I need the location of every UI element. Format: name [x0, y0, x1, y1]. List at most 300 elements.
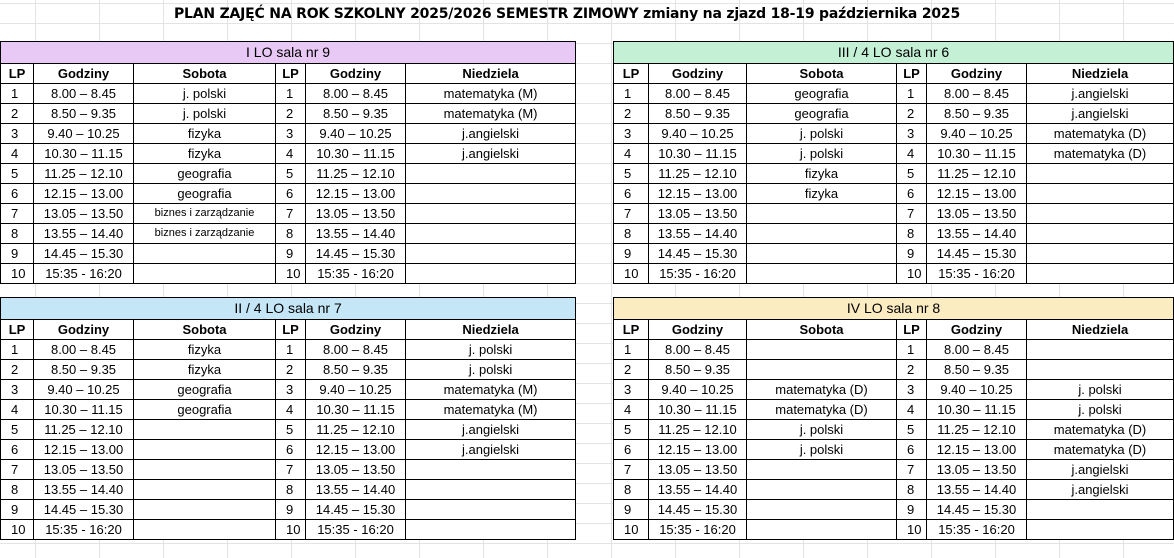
saturday-subject [134, 244, 276, 264]
table-row [1, 440, 576, 460]
schedule-block-3lo [613, 41, 1174, 284]
lesson-number: 7 [614, 460, 649, 480]
lesson-number: 1 [1, 84, 34, 104]
sunday-subject [1027, 264, 1174, 284]
saturday-header: Sobota [134, 64, 276, 84]
lesson-hours: 8.00 – 8.45 [34, 84, 134, 104]
saturday-subject: fizyka [134, 340, 276, 360]
lesson-number: 6 [276, 440, 306, 460]
saturday-subject: fizyka [134, 124, 276, 144]
lp-header: LP [897, 320, 927, 340]
lesson-number: 2 [1, 104, 34, 124]
lesson-number: 3 [897, 124, 927, 144]
lesson-number: 9 [1, 244, 34, 264]
table-row [614, 360, 1174, 380]
table-row [614, 244, 1174, 264]
lesson-hours: 13.55 – 14.40 [649, 480, 747, 500]
lesson-hours: 13.05 – 13.50 [649, 204, 747, 224]
lesson-hours: 13.55 – 14.40 [34, 480, 134, 500]
lesson-number: 7 [897, 204, 927, 224]
lp-header: LP [276, 64, 306, 84]
lesson-number: 4 [276, 400, 306, 420]
sunday-header: Niedziela [406, 64, 576, 84]
lesson-hours: 15:35 - 16:20 [34, 520, 134, 540]
lesson-hours: 8.00 – 8.45 [34, 340, 134, 360]
saturday-subject: geografia [134, 400, 276, 420]
lesson-number: 5 [1, 420, 34, 440]
lesson-hours: 8.00 – 8.45 [927, 84, 1027, 104]
hours-header: Godziny [306, 320, 406, 340]
lesson-hours: 15:35 - 16:20 [927, 520, 1027, 540]
lesson-number: 8 [1, 224, 34, 244]
lesson-hours: 9.40 – 10.25 [34, 124, 134, 144]
lesson-number: 10 [897, 520, 927, 540]
schedule-table [613, 297, 1174, 540]
sunday-subject: j.angielski [1027, 480, 1174, 500]
lesson-number: 2 [897, 104, 927, 124]
lp-header: LP [897, 64, 927, 84]
sunday-subject [406, 500, 576, 520]
lesson-hours: 12.15 – 13.00 [34, 184, 134, 204]
sunday-subject: j. polski [1027, 380, 1174, 400]
sunday-subject [406, 184, 576, 204]
lesson-number: 7 [276, 460, 306, 480]
lesson-hours: 9.40 – 10.25 [649, 380, 747, 400]
lesson-hours: 12.15 – 13.00 [927, 440, 1027, 460]
class-header: I LO sala nr 9 [1, 42, 576, 64]
lesson-number: 5 [276, 164, 306, 184]
saturday-subject [747, 340, 897, 360]
table-row [1, 480, 576, 500]
lesson-number: 8 [897, 480, 927, 500]
table-row [1, 360, 576, 380]
lesson-hours: 10.30 – 11.15 [306, 400, 406, 420]
lesson-number: 3 [276, 124, 306, 144]
lp-header: LP [276, 320, 306, 340]
lesson-number: 10 [276, 264, 306, 284]
table-row [614, 224, 1174, 244]
saturday-header: Sobota [134, 320, 276, 340]
table-row [614, 264, 1174, 284]
sunday-subject: matematyka (M) [406, 400, 576, 420]
sunday-subject [406, 480, 576, 500]
lesson-hours: 15:35 - 16:20 [306, 520, 406, 540]
table-row [1, 184, 576, 204]
lesson-hours: 14.45 – 15.30 [34, 500, 134, 520]
table-row [614, 84, 1174, 104]
saturday-subject: geografia [747, 104, 897, 124]
sunday-subject: j. polski [1027, 400, 1174, 420]
lesson-number: 10 [897, 264, 927, 284]
sunday-subject: matematyka (M) [406, 380, 576, 400]
sunday-subject: matematyka (D) [1027, 144, 1174, 164]
lesson-hours: 11.25 – 12.10 [306, 164, 406, 184]
lesson-number: 2 [614, 104, 649, 124]
lesson-hours: 8.50 – 9.35 [34, 104, 134, 124]
lesson-number: 10 [1, 520, 34, 540]
lesson-number: 6 [614, 440, 649, 460]
saturday-subject [134, 440, 276, 460]
lesson-number: 9 [276, 244, 306, 264]
sunday-subject [1027, 164, 1174, 184]
lesson-hours: 14.45 – 15.30 [649, 500, 747, 520]
table-row [614, 500, 1174, 520]
sunday-subject: j. polski [406, 340, 576, 360]
lesson-number: 4 [276, 144, 306, 164]
lesson-number: 8 [897, 224, 927, 244]
lesson-hours: 11.25 – 12.10 [649, 164, 747, 184]
table-row [1, 460, 576, 480]
schedule-table [0, 297, 576, 540]
lesson-number: 4 [1, 400, 34, 420]
sunday-subject: j.angielski [406, 420, 576, 440]
lesson-number: 4 [897, 400, 927, 420]
lesson-hours: 9.40 – 10.25 [927, 124, 1027, 144]
sunday-subject: matematyka (D) [1027, 124, 1174, 144]
table-row [1, 264, 576, 284]
lesson-hours: 9.40 – 10.25 [34, 380, 134, 400]
saturday-subject [747, 520, 897, 540]
lesson-number: 4 [897, 144, 927, 164]
lesson-hours: 13.55 – 14.40 [306, 480, 406, 500]
lesson-number: 10 [614, 520, 649, 540]
lesson-number: 3 [897, 380, 927, 400]
lesson-number: 10 [614, 264, 649, 284]
saturday-subject: j. polski [747, 440, 897, 460]
lesson-number: 3 [1, 124, 34, 144]
lesson-hours: 13.55 – 14.40 [34, 224, 134, 244]
saturday-subject: fizyka [134, 144, 276, 164]
lesson-number: 8 [276, 224, 306, 244]
lesson-number: 7 [897, 460, 927, 480]
lesson-number: 8 [614, 224, 649, 244]
lesson-number: 1 [897, 340, 927, 360]
lesson-hours: 13.55 – 14.40 [649, 224, 747, 244]
saturday-subject: biznes i zarządzanie [134, 224, 276, 244]
sunday-header: Niedziela [1027, 320, 1174, 340]
table-row [1, 420, 576, 440]
lesson-hours: 8.50 – 9.35 [306, 104, 406, 124]
hours-header: Godziny [927, 320, 1027, 340]
lesson-hours: 14.45 – 15.30 [34, 244, 134, 264]
table-row [1, 124, 576, 144]
lesson-hours: 12.15 – 13.00 [649, 184, 747, 204]
sunday-subject [406, 520, 576, 540]
lesson-hours: 10.30 – 11.15 [649, 144, 747, 164]
schedule-block-4lo [613, 297, 1174, 540]
sunday-subject [1027, 224, 1174, 244]
saturday-subject [747, 204, 897, 224]
lesson-hours: 8.50 – 9.35 [306, 360, 406, 380]
table-row [614, 480, 1174, 500]
lp-header: LP [614, 320, 649, 340]
saturday-subject: geografia [134, 164, 276, 184]
lesson-hours: 9.40 – 10.25 [927, 380, 1027, 400]
hours-header: Godziny [34, 320, 134, 340]
lesson-hours: 8.50 – 9.35 [927, 104, 1027, 124]
saturday-subject: j. polski [134, 84, 276, 104]
lesson-hours: 13.05 – 13.50 [306, 204, 406, 224]
lesson-number: 4 [1, 144, 34, 164]
saturday-subject [747, 480, 897, 500]
lesson-hours: 10.30 – 11.15 [927, 400, 1027, 420]
class-header: IV LO sala nr 8 [614, 298, 1174, 320]
saturday-subject [134, 264, 276, 284]
lesson-number: 5 [276, 420, 306, 440]
schedule-table [0, 41, 576, 284]
lesson-hours: 8.50 – 9.35 [649, 104, 747, 124]
lesson-hours: 10.30 – 11.15 [306, 144, 406, 164]
lesson-number: 9 [1, 500, 34, 520]
lesson-hours: 14.45 – 15.30 [306, 244, 406, 264]
lesson-number: 2 [1, 360, 34, 380]
lesson-number: 6 [897, 184, 927, 204]
table-row [614, 380, 1174, 400]
saturday-subject: j. polski [747, 144, 897, 164]
lesson-hours: 8.00 – 8.45 [306, 84, 406, 104]
sunday-subject: j. polski [406, 360, 576, 380]
saturday-subject: j. polski [747, 124, 897, 144]
page-title: PLAN ZAJĘĆ NA ROK SZKOLNY 2025/2026 SEMESTR ZIMOWY zmiany na zjazd 18-19 października 2025 [173, 6, 961, 22]
lesson-number: 5 [897, 164, 927, 184]
saturday-subject: geografia [134, 380, 276, 400]
table-row [1, 204, 576, 224]
sunday-subject: matematyka (M) [406, 84, 576, 104]
lesson-number: 5 [897, 420, 927, 440]
table-row [1, 164, 576, 184]
sunday-subject: matematyka (D) [1027, 440, 1174, 460]
lesson-hours: 15:35 - 16:20 [927, 264, 1027, 284]
sunday-subject [406, 264, 576, 284]
sunday-subject: matematyka (M) [406, 104, 576, 124]
saturday-subject: j. polski [747, 420, 897, 440]
lesson-hours: 11.25 – 12.10 [649, 420, 747, 440]
sunday-subject: matematyka (D) [1027, 420, 1174, 440]
class-header: III / 4 LO sala nr 6 [614, 42, 1174, 64]
lesson-hours: 13.05 – 13.50 [649, 460, 747, 480]
lesson-number: 9 [897, 244, 927, 264]
sunday-subject [1027, 204, 1174, 224]
lesson-number: 6 [1, 440, 34, 460]
saturday-subject: geografia [134, 184, 276, 204]
lesson-number: 2 [614, 360, 649, 380]
lesson-number: 2 [897, 360, 927, 380]
lesson-hours: 13.55 – 14.40 [306, 224, 406, 244]
sunday-subject [406, 224, 576, 244]
schedule-table [613, 41, 1174, 284]
saturday-subject: biznes i zarządzanie [134, 204, 276, 224]
lesson-number: 7 [1, 460, 34, 480]
saturday-subject: matematyka (D) [747, 380, 897, 400]
lesson-number: 8 [1, 480, 34, 500]
table-row [614, 104, 1174, 124]
lesson-hours: 13.05 – 13.50 [34, 204, 134, 224]
lesson-number: 6 [897, 440, 927, 460]
lesson-hours: 14.45 – 15.30 [927, 244, 1027, 264]
table-row [614, 144, 1174, 164]
lesson-number: 3 [614, 380, 649, 400]
lesson-hours: 8.50 – 9.35 [34, 360, 134, 380]
lesson-number: 5 [614, 420, 649, 440]
hours-header: Godziny [306, 64, 406, 84]
class-header: II / 4 LO sala nr 7 [1, 298, 576, 320]
lesson-number: 6 [1, 184, 34, 204]
lesson-hours: 13.05 – 13.50 [34, 460, 134, 480]
lesson-hours: 10.30 – 11.15 [927, 144, 1027, 164]
sunday-subject [1027, 500, 1174, 520]
lesson-hours: 14.45 – 15.30 [927, 500, 1027, 520]
saturday-subject [747, 460, 897, 480]
sunday-subject [1027, 184, 1174, 204]
lesson-hours: 13.05 – 13.50 [927, 204, 1027, 224]
hours-header: Godziny [649, 64, 747, 84]
lesson-hours: 8.00 – 8.45 [649, 84, 747, 104]
lesson-hours: 9.40 – 10.25 [306, 124, 406, 144]
lesson-number: 9 [276, 500, 306, 520]
table-row [1, 380, 576, 400]
lesson-number: 9 [614, 500, 649, 520]
lesson-number: 6 [276, 184, 306, 204]
table-row [614, 204, 1174, 224]
lesson-hours: 9.40 – 10.25 [649, 124, 747, 144]
sunday-subject [1027, 520, 1174, 540]
lesson-hours: 12.15 – 13.00 [306, 440, 406, 460]
lesson-number: 3 [276, 380, 306, 400]
saturday-subject: geografia [747, 84, 897, 104]
sunday-subject: j.angielski [406, 440, 576, 460]
saturday-header: Sobota [747, 320, 897, 340]
lesson-number: 9 [897, 500, 927, 520]
lesson-number: 8 [276, 480, 306, 500]
lesson-hours: 15:35 - 16:20 [34, 264, 134, 284]
saturday-subject: fizyka [747, 164, 897, 184]
lesson-number: 7 [1, 204, 34, 224]
lp-header: LP [1, 64, 34, 84]
saturday-subject [747, 500, 897, 520]
lesson-number: 5 [614, 164, 649, 184]
lesson-number: 6 [614, 184, 649, 204]
sunday-header: Niedziela [1027, 64, 1174, 84]
lesson-number: 4 [614, 400, 649, 420]
table-row [614, 124, 1174, 144]
sunday-subject: j.angielski [1027, 104, 1174, 124]
lesson-number: 1 [614, 84, 649, 104]
table-row [1, 224, 576, 244]
table-row [1, 144, 576, 164]
lesson-hours: 8.50 – 9.35 [927, 360, 1027, 380]
lesson-number: 4 [614, 144, 649, 164]
sunday-subject [406, 244, 576, 264]
lesson-hours: 14.45 – 15.30 [306, 500, 406, 520]
lp-header: LP [1, 320, 34, 340]
lesson-hours: 11.25 – 12.10 [34, 164, 134, 184]
lesson-hours: 11.25 – 12.10 [927, 420, 1027, 440]
lesson-hours: 13.05 – 13.50 [306, 460, 406, 480]
sunday-subject: j.angielski [1027, 460, 1174, 480]
schedule-block-1lo [0, 41, 576, 284]
lesson-hours: 11.25 – 12.10 [927, 164, 1027, 184]
lesson-number: 9 [614, 244, 649, 264]
lesson-hours: 13.55 – 14.40 [927, 224, 1027, 244]
lp-header: LP [614, 64, 649, 84]
lesson-number: 2 [276, 104, 306, 124]
table-row [1, 84, 576, 104]
sunday-subject [1027, 244, 1174, 264]
lesson-hours: 11.25 – 12.10 [306, 420, 406, 440]
lesson-hours: 12.15 – 13.00 [306, 184, 406, 204]
sunday-subject: j.angielski [1027, 84, 1174, 104]
saturday-subject [134, 420, 276, 440]
table-row [1, 500, 576, 520]
lesson-number: 7 [276, 204, 306, 224]
hours-header: Godziny [649, 320, 747, 340]
lesson-number: 3 [614, 124, 649, 144]
table-row [614, 400, 1174, 420]
table-row [1, 104, 576, 124]
lesson-number: 1 [897, 84, 927, 104]
saturday-subject [134, 480, 276, 500]
table-row [614, 164, 1174, 184]
lesson-hours: 10.30 – 11.15 [34, 144, 134, 164]
lesson-number: 8 [614, 480, 649, 500]
hours-header: Godziny [34, 64, 134, 84]
lesson-number: 2 [276, 360, 306, 380]
lesson-hours: 10.30 – 11.15 [649, 400, 747, 420]
sunday-subject [406, 164, 576, 184]
lesson-number: 10 [276, 520, 306, 540]
saturday-subject [747, 244, 897, 264]
sunday-subject [406, 460, 576, 480]
saturday-subject: j. polski [134, 104, 276, 124]
sunday-subject [406, 204, 576, 224]
saturday-subject: fizyka [134, 360, 276, 380]
lesson-hours: 12.15 – 13.00 [927, 184, 1027, 204]
lesson-hours: 11.25 – 12.10 [34, 420, 134, 440]
lesson-hours: 8.00 – 8.45 [649, 340, 747, 360]
sunday-subject [1027, 340, 1174, 360]
saturday-subject: fizyka [747, 184, 897, 204]
lesson-number: 1 [614, 340, 649, 360]
lesson-number: 1 [1, 340, 34, 360]
lesson-hours: 8.00 – 8.45 [927, 340, 1027, 360]
saturday-subject [134, 500, 276, 520]
table-row [1, 400, 576, 420]
sunday-subject: j.angielski [406, 124, 576, 144]
lesson-hours: 15:35 - 16:20 [306, 264, 406, 284]
table-row [614, 184, 1174, 204]
sunday-header: Niedziela [406, 320, 576, 340]
lesson-hours: 9.40 – 10.25 [306, 380, 406, 400]
table-row [614, 520, 1174, 540]
table-row [614, 440, 1174, 460]
lesson-hours: 8.00 – 8.45 [306, 340, 406, 360]
table-row [1, 340, 576, 360]
table-row [614, 460, 1174, 480]
lesson-hours: 8.50 – 9.35 [649, 360, 747, 380]
sunday-subject: j.angielski [406, 144, 576, 164]
lesson-number: 5 [1, 164, 34, 184]
table-row [1, 244, 576, 264]
schedule-block-2lo [0, 297, 576, 540]
table-row [1, 520, 576, 540]
table-row [614, 420, 1174, 440]
saturday-subject [134, 520, 276, 540]
lesson-hours: 15:35 - 16:20 [649, 520, 747, 540]
lesson-hours: 13.55 – 14.40 [927, 480, 1027, 500]
lesson-number: 1 [276, 340, 306, 360]
lesson-hours: 15:35 - 16:20 [649, 264, 747, 284]
lesson-number: 7 [614, 204, 649, 224]
